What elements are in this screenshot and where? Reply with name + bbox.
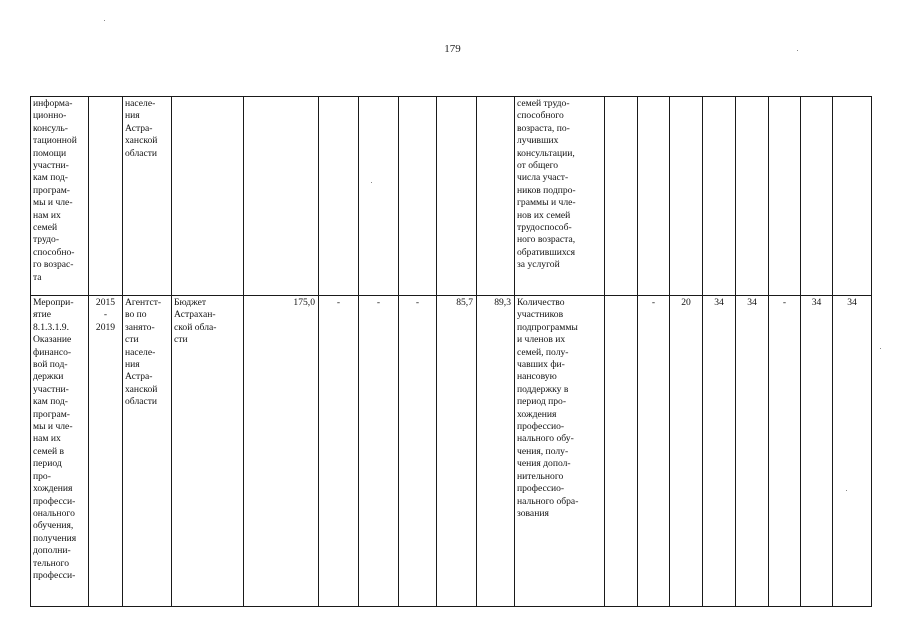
executor-cell: населе- ния Астра- ханской области [123,97,172,296]
table-row [31,97,872,296]
program-table [30,96,872,607]
year-2015-cell [319,97,359,296]
funding-source-cell [172,97,244,296]
page-number: 179 [444,43,461,55]
value-cell: 34 [833,296,872,607]
scan-speck [846,490,847,491]
value-cell: 34 [736,296,769,607]
value-cell [769,97,801,296]
scan-speck [371,182,372,183]
year-2019-cell: 89,3 [477,296,515,607]
value-cell: - [638,296,670,607]
year-2017-cell [399,97,437,296]
value-cell: 34 [703,296,736,607]
indicator-cell: семей трудо- способного возраста, по- лучивших консультации, от общего числа участ- ников подпро- граммы и чле- нов их семей трудоспособ- ного возраста, обратившихся за услугой [515,97,605,296]
year-2016-cell: - [359,296,399,607]
value-cell [801,97,833,296]
year-2018-cell [437,97,477,296]
scan-speck [880,348,881,349]
scan-speck [797,50,798,51]
value-cell [638,97,670,296]
value-cell [670,97,703,296]
value-cell [605,296,638,607]
year-2018-cell: 85,7 [437,296,477,607]
value-cell [605,97,638,296]
value-cell [833,97,872,296]
total-cell [244,97,319,296]
scan-speck [104,20,105,21]
year-2015-cell: - [319,296,359,607]
year-2019-cell [477,97,515,296]
value-cell: 34 [801,296,833,607]
period-cell: 2015 - 2019 [89,296,123,607]
total-cell: 175,0 [244,296,319,607]
funding-source-cell: Бюджет Астрахан- ской обла- сти [172,296,244,607]
event-name-cell: Меропри- ятие 8.1.3.1.9. Оказание финансо- вой под- держки участни- кам под- програм- мы и чле- нам их семей в период про- хождения професси- онального обучения, получения дополни- тельного професси- [31,296,89,607]
year-2017-cell: - [399,296,437,607]
value-cell [703,97,736,296]
table-row [31,296,872,607]
year-2016-cell [359,97,399,296]
value-cell: 20 [670,296,703,607]
period-cell [89,97,123,296]
indicator-cell: Количество участников подпрограммы и членов их семей, полу- чавших фи- нансовую поддержку в период про- хождения профессио- нального обу- чения, полу- чения допол- нительного профессио- нального обра- зования [515,296,605,607]
event-name-cell: информа- ционно- консуль- тационной помощи участни- кам под- програм- мы и чле- нам их семей трудо- способно- го возрас- та [31,97,89,296]
executor-cell: Агентст- во по занято- сти населе- ния Астра- ханской области [123,296,172,607]
value-cell: - [769,296,801,607]
value-cell [736,97,769,296]
